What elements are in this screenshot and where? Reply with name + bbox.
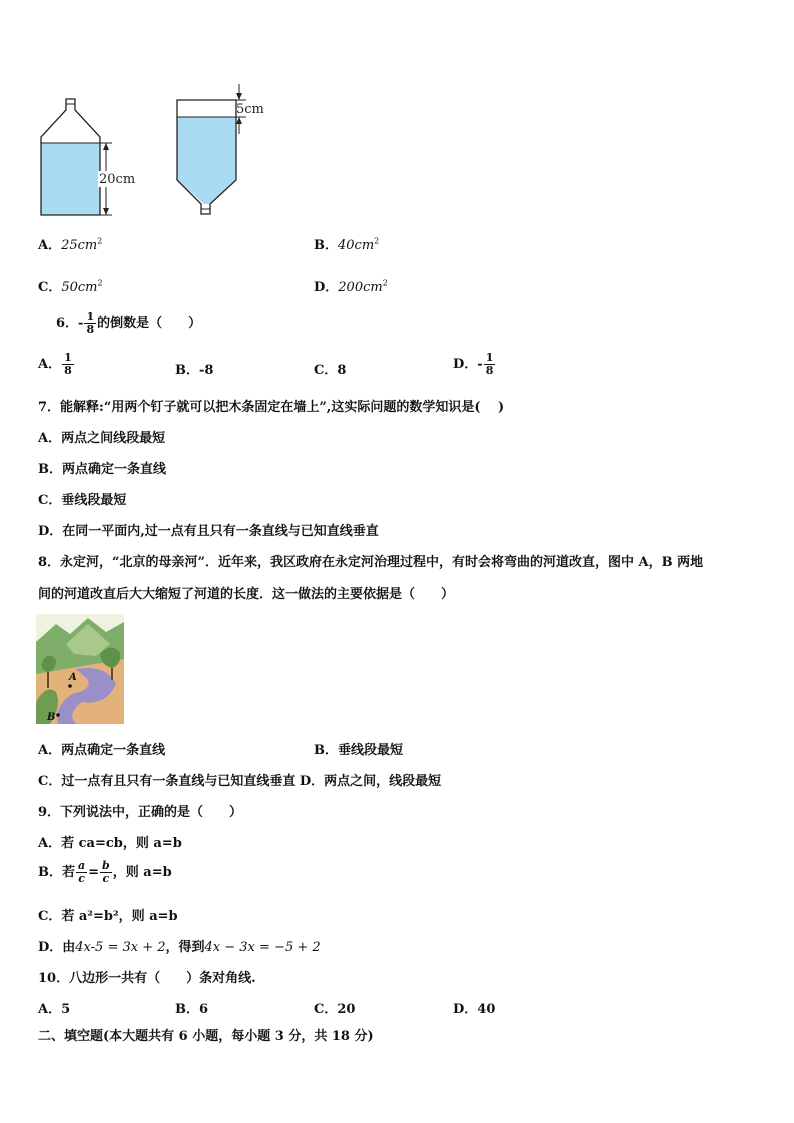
river-illustration (36, 614, 124, 724)
q9-option-a[interactable]: A．若 ca=cb，则 a=b (38, 836, 182, 851)
q5-option-b[interactable]: B．$40cm^2$ (314, 236, 380, 253)
q9-option-d[interactable]: D．由4x-5 = 3x + 2，得到4x − 3x = −5 + 2 (38, 940, 321, 955)
dimension-5cm (236, 84, 264, 134)
section-heading-fill-in: 二、填空题(本大题共有 6 小题，每小题 3 分，共 18 分) (38, 1029, 374, 1044)
q10-option-d[interactable]: D．40 (453, 1002, 496, 1017)
bottle-figure (30, 82, 280, 222)
dimension-20cm (98, 143, 142, 215)
q7-option-c[interactable]: C．垂线段最短 (38, 493, 127, 508)
point-b-label: B (47, 712, 56, 723)
q8-option-b[interactable]: B．垂线段最短 (314, 743, 403, 758)
bottle-upright-water (41, 143, 100, 215)
q8-stem-line1: 8．永定河，“北京的母亲河”．近年来，我区政府在永定河治理过程中，有时会将弯曲的河道改直，图中 A，B 两地 (38, 555, 704, 570)
q8-stem-line2: 间的河道改直后大大缩短了河道的长度．这一做法的主要依据是（ ） (38, 587, 455, 602)
q5-option-a[interactable]: A．$25cm^2$ (38, 236, 103, 253)
q8-option-cd[interactable]: C．过一点有且只有一条直线与已知直线垂直 D．两点之间，线段最短 (38, 774, 442, 789)
q6-option-d[interactable]: D．- $\frac{1}{8}$ (453, 351, 494, 377)
q6-option-a[interactable]: A． $\frac{1}{8}$ (38, 351, 72, 377)
q7-stem: 7．能解释:“用两个钉子就可以把木条固定在墙上”,这实际问题的数学知识是( ) (38, 400, 505, 415)
q5-option-c[interactable]: C．$50cm^2$ (38, 278, 103, 295)
q6-option-c[interactable]: C．8 (314, 363, 347, 378)
q6-stem: 6．- $\frac{1}{8}$ 的倒数是（ ） (56, 310, 202, 336)
q6-fraction: $\frac{1}{8}$ (86, 310, 95, 336)
label-20cm: 20cm (99, 172, 136, 187)
q7-option-b[interactable]: B．两点确定一条直线 (38, 462, 166, 477)
q10-option-c[interactable]: C．20 (314, 1002, 356, 1017)
label-5cm: 5cm (236, 102, 264, 117)
q10-option-a[interactable]: A．5 (38, 1002, 71, 1017)
q9-stem: 9．下列说法中，正确的是（ ） (38, 805, 243, 820)
q10-option-b[interactable]: B．6 (175, 1002, 209, 1017)
q9-option-c[interactable]: C．若 a²=b²，则 a=b (38, 909, 178, 924)
q10-stem: 10．八边形一共有（ ）条对角线. (38, 971, 256, 986)
q6-option-b[interactable]: B．-8 (175, 363, 214, 378)
bottle-inverted-water (177, 117, 236, 204)
point-a-label: A (69, 672, 77, 683)
q5-option-d[interactable]: D．$200cm^2$ (314, 278, 388, 295)
q9-option-b[interactable]: B．若 $\frac{a}{c}$ = $\frac{b}{c}$ ，则 a=b (38, 859, 172, 885)
bottle-upright (41, 99, 100, 215)
q7-option-a[interactable]: A．两点之间线段最短 (38, 431, 166, 446)
q8-option-a[interactable]: A．两点确定一条直线 (38, 743, 166, 758)
bottle-inverted (177, 100, 236, 214)
q7-option-d[interactable]: D．在同一平面内,过一点有且只有一条直线与已知直线垂直 (38, 524, 379, 539)
